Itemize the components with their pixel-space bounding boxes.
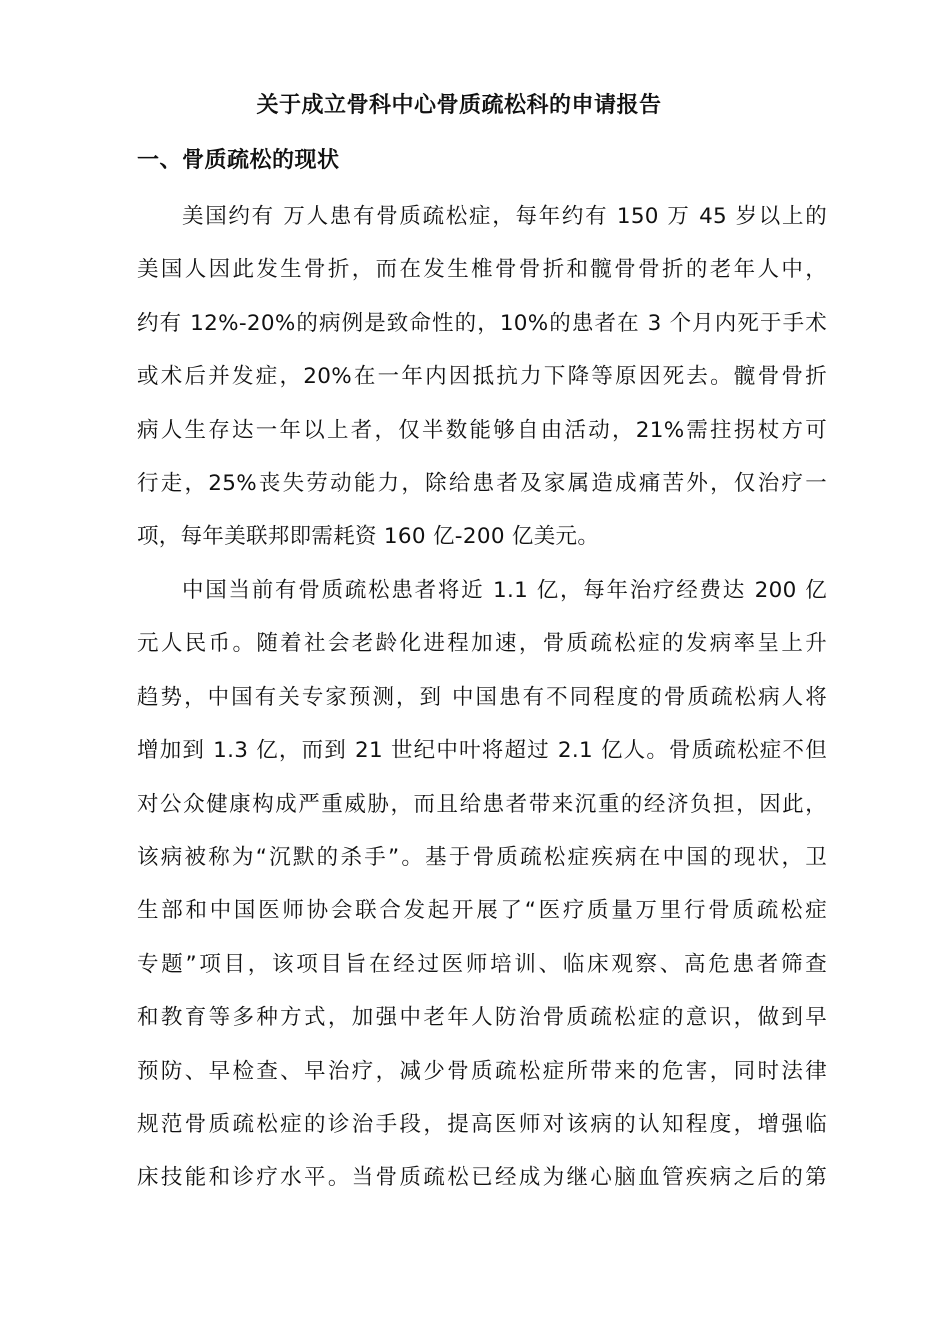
- paragraph-line: 项，每年美联邦即需耗资 160 亿-200 亿美元。: [137, 524, 600, 550]
- paragraph-line: 增加到 1.3 亿，而到 21 世纪中叶将超过 2.1 亿人。骨质疏松症不但: [137, 738, 827, 764]
- paragraph-line: 床技能和诊疗水平。当骨质疏松已经成为继心脑血管疾病之后的第: [137, 1165, 827, 1191]
- paragraph-line: 或术后并发症，20%在一年内因抵抗力下降等原因死去。髋骨骨折: [137, 364, 827, 390]
- section-heading: 一、骨质疏松的现状: [137, 148, 340, 173]
- paragraph-usa: [137, 197, 827, 571]
- paragraph-line: 美国人因此发生骨折，而在发生椎骨骨折和髋骨骨折的老年人中，: [137, 257, 827, 283]
- paragraph-line: 元人民币。随着社会老龄化进程加速，骨质疏松症的发病率呈上升: [137, 631, 827, 657]
- paragraph-line: 趋势，中国有关专家预测，到 中国患有不同程度的骨质疏松病人将: [137, 684, 827, 710]
- paragraph-line: 专题”项目，该项目旨在经过医师培训、临床观察、高危患者筛查: [137, 951, 827, 977]
- paragraph-line: 生部和中国医师协会联合发起开展了“医疗质量万里行骨质疏松症: [137, 898, 827, 924]
- paragraph-line: 约有 12%-20%的病例是致命性的，10%的患者在 3 个月内死于手术: [137, 310, 827, 336]
- paragraph-line: 病人生存达一年以上者，仅半数能够自由活动，21%需拄拐杖方可: [137, 417, 827, 443]
- paragraph-line: 中国当前有骨质疏松患者将近 1.1 亿，每年治疗经费达 200 亿: [182, 578, 827, 603]
- paragraph-china: [137, 571, 827, 1212]
- paragraph-line: 行走，25%丧失劳动能力，除给患者及家属造成痛苦外，仅治疗一: [137, 470, 827, 496]
- paragraph-line: 预防、早检查、早治疗，减少骨质疏松症所带来的危害，同时法律: [137, 1058, 827, 1084]
- paragraph-line: 和教育等多种方式，加强中老年人防治骨质疏松症的意识，做到早: [137, 1005, 827, 1031]
- paragraph-line: 对公众健康构成严重威胁，而且给患者带来沉重的经济负担，因此，: [137, 791, 827, 817]
- paragraph-line: 规范骨质疏松症的诊治手段，提高医师对该病的认知程度，增强临: [137, 1111, 827, 1137]
- paragraph-line: 该病被称为“沉默的杀手”。基于骨质疏松症疾病在中国的现状，卫: [137, 844, 827, 870]
- paragraph-line: 美国约有 万人患有骨质疏松症，每年约有 150 万 45 岁以上的: [182, 204, 827, 229]
- document-title: 关于成立骨科中心骨质疏松科的申请报告: [256, 93, 662, 118]
